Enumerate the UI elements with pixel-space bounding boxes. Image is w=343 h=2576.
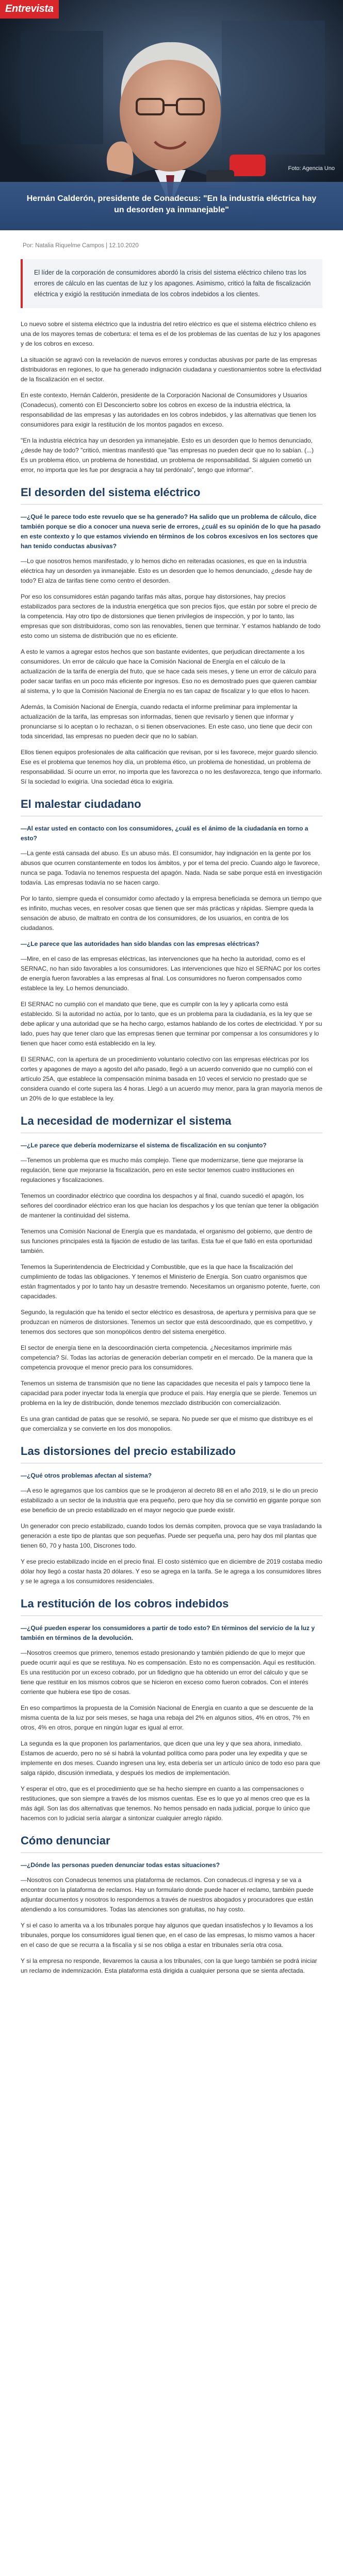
interview-answer: Y ese precio estabilizado incide en el precio final. El costo sistémico que en diciembre de 2019 costaba medio dólar hoy llegó a costar hasta 20 dólares. Y eso se agrega en la tarifa. Se le agrega a los consumidores libres y se le agrega a los consumidores residenciales. bbox=[21, 1558, 322, 1585]
interview-answer: —Tenemos un problema que es mucho más complejo. Tiene que modernizarse, tiene que mejorarse la regulación, tiene que mejorarse la fiscalización, pero en este sector tenemos cuatro instituciones en regulaciones y fiscalizaciones. bbox=[21, 1157, 303, 1183]
interview-answer: —A eso le agregamos que los cambios que se le produjeron al decreto 88 en el año 2019, si le dio un precio estabilizado a un sector de la industria que era pequeño, pero que hoy día se convirtió en gigante porque son ese beneficio de un precio estabilizado en el mayor negocio que puede existir. bbox=[21, 1487, 321, 1514]
interview-answer: —Nosotros creemos que primero, tenemos estado presionando y también pidiendo de que lo mejor que puede ocurrir aquí es que se restituya. No es compensación. Esto no es compensación. Aquí es restitución. Es una restitución por un exceso cobrado, por un fidedigno que ha obtenido un error del cálculo y que se tiene que restituir en los mismos cobros que se hicieron en exceso como fueron cobrados. Con el interés corriente que hubiera ese tipo de cosas. bbox=[21, 1649, 316, 1696]
interview-answer: El SERNAC no cumplió con el mandato que tiene, que es cumplir con la ley y aplicarla como está establecido. Si la autoridad no actúa, por lo tanto, que es un problema para la ciudadanía, es la ley que se debe aplicar y una autoridad que se ha hecho cargo, estamos hablando de los cortes de electricidad. Y por su lado, pues hay que tener claro que las empresas tienen que terminar por compensar a los consumidores y lo tienen que hacer como está establecido en la ley. bbox=[21, 1001, 322, 1047]
photo-credit: Foto: Agencia Uno bbox=[288, 165, 335, 172]
hero-photo bbox=[0, 0, 343, 230]
interview-answer: —Mire, en el caso de las empresas eléctricas, las intervenciones que ha hecho la autoridad, como es el SERNAC, no han sido favorables a los consumidores. Las intervenciones que hizo el SERNAC por los cortes de energía fueron favorables a las empresas al final. Los consumidores no fueron compensados como establece la ley. Lo hemos denunciado. bbox=[21, 955, 320, 992]
article-body bbox=[0, 308, 343, 2003]
interview-question: —¿Qué le parece todo este revuelo que se ha generado? Ha salido que un problema de cálculo, dice también porque se dio a conocer una nueva serie de errores, ¿cuál es su opinión de lo que ha pasado en este contexto y lo que estamos viviendo en términos de los cobros excesivos en los sectores que han tenido conductas abusivas? bbox=[21, 513, 321, 550]
interview-answer: Es una gran cantidad de patas que se resolvió, se separa. No puede ser que el mismo que distribuye es el que comercializa y se convierte en los dos monopolios. bbox=[21, 1415, 313, 1432]
interview-answer: Un generador con precio estabilizado, cuando todos los demás compiten, provoca que se vaya trasladando la generación a este tipo de plantas que son pequeñas. Puede ser pequeña una, pero hay dos mil plantas que tienen 60, 70 y hasta 100, Discrones todo. bbox=[21, 1522, 322, 1549]
interview-question: —¿Dónde las personas pueden denunciar todas estas situaciones? bbox=[21, 1861, 220, 1869]
byline: Por: Natalia Riquelme Campos | 12.10.2020 bbox=[23, 243, 139, 249]
interview-answer: —Nosotros con Conadecus tenemos una plataforma de reclamos. Con conadecus.cl ingresa y se va a encontrar con la plataforma de reclamos. Hay un formulario donde puede hacer el reclamo, también puede adjuntar documentos y nosotros lo respondemos a través de nuestros abogados y procuradores que están atendiendo a los consumidores. Todas las atenciones son gratuitas, no hay costo. bbox=[21, 1876, 314, 1913]
interview-answer: El SERNAC, con la apertura de un procedimiento voluntario colectivo con las empresas eléctricas por los cortes y apagones de mayo a agosto del año pasado, llegó a un acuerdo convenido que no cumplió con el artículo 25A, que establece la compensación mínima basada en 10 veces el servicio no prestado que se considera cuando el corte supera las 4 horas. Llegó a un acuerdo muy menor, para la gran mayoría menos de un 20% de lo que establece la ley. bbox=[21, 1056, 323, 1102]
interview-question: —¿Le parece que las autoridades han sido blandas con las empresas eléctricas? bbox=[21, 940, 259, 947]
interview-question: —¿Qué pueden esperar los consumidores a partir de todo esto? En términos del servicio de la luz y también en términos de la devolución. bbox=[21, 1624, 315, 1641]
category-badge[interactable]: Entrevista bbox=[0, 0, 59, 19]
interview-answer: —La gente está cansada del abuso. Es un abuso más. El consumidor, hay indignación en la gente por los abusos que ocurren constantemente en todos los ámbitos, y por el tema del precio. Cuando algo le favorece, nunca se paga. Todavía no tenemos respuesta del apagón. Nada. Nada se sabe porque está en investigación todavía. Las empresas todavía no se hacen cargo. bbox=[21, 850, 322, 886]
interview-answer: Tenemos un coordinador eléctrico que coordina los despachos y al final, cuando sucedió el apagón, los señores del coordinador eléctrico eran los que hacían los despachos y los que tenían que tener la obligación de mantener la continuidad del sistema. bbox=[21, 1192, 319, 1219]
interview-question: —Al estar usted en contacto con los consumidores, ¿cuál es el ánimo de la ciudadanía en torno a esto? bbox=[21, 825, 308, 842]
section-heading: Las distorsiones del precio estabilizado bbox=[21, 1444, 322, 1464]
article-headline: Hernán Calderón, presidente de Conadecus: "En la industria eléctrica hay un desorden ya inmanejable" bbox=[26, 194, 317, 214]
interview-question: —¿Qué otros problemas afectan al sistema? bbox=[21, 1472, 152, 1479]
paragraph: Lo nuevo sobre el sistema eléctrico que la industria del retiro eléctrico es que el sistema eléctrico chileno es una de los mayores temas de cobertura: el tema es el de los problemas de las cuentas de luz y los apagones y de los cobros en exceso. bbox=[21, 320, 320, 347]
interview-answer: El sector de energía tiene en la descoordinación cierta competencia. ¿Necesitamos imprimirle más competencia? Sí. Todas las actorías de generación deberían competir en el mercado. De la manera que la competencia provoque el menor precio para los consumidores. bbox=[21, 1344, 313, 1371]
section-heading: Cómo denunciar bbox=[21, 1834, 322, 1853]
interview-question: —¿Le parece que debería modernizarse el sistema de fiscalización en su conjunto? bbox=[21, 1142, 267, 1149]
paragraph: En este contexto, Hernán Calderón, presidente de la Corporación Nacional de Consumidores y Usuarios (Conadecus), comentó con El Desconcierto sobre los cobros en exceso de la industria eléctrica, la responsabilidad de las empresas y las autoridades en los cobros indebidos, y las alternativas que tienen los consumidores para exigir la restitución de los montos pagados en exceso. bbox=[21, 392, 317, 428]
interview-answer: En eso compartimos la propuesta de la Comisión Nacional de Energía en cuanto a que se descuente de la misma cuenta de la luz por seis meses, se haga una rebaja del 2% en algunos sitios, 4% en otros, 7% en otros, 4% en otros, porque en ningún lugar es igual al error. bbox=[21, 1704, 314, 1731]
interview-answer: Y si el caso lo amerita va a los tribunales porque hay algunos que quedan insatisfechos y lo llevamos a los tribunales, porque los consumidores igual tienen que, en el caso de las empresas, lo mismo vamos a hacer en el caso de que se recurra a la fiscalía y si se nos obliga a estar en tribunales sería otra cosa. bbox=[21, 1922, 315, 1948]
interview-answer: Por eso los consumidores están pagando tarifas más altas, porque hay distorsiones, hay precios estabilizados para sectores de la industria energética que son precios fijos, que están por sobre el precio de la competencia. Hay otro tipo de distorsiones que tienen privilegios de inspección, y por lo tanto, las empresas que son distribuidoras, como son las renovables, tienen que terminar. Y estamos hablando de todo esto como un sistema de distribución que no es eficiente. bbox=[21, 593, 321, 639]
section-heading: El malestar ciudadano bbox=[21, 797, 322, 817]
microphone-cover bbox=[230, 155, 266, 176]
interview-answer: Y esperar el otro, que es el procedimiento que se ha hecho siempre en cuanto a las compensaciones o restituciones, que son siempre a través de los mismos cuentas. Ese es lo que yo al menos creo que es la más ágil. Son las dos alternativas que tenemos. No hemos pensado en nada judicial, porque lo único que hacemos con lo judicial sería alargar a sintonizar cualquier arreglo rápido. bbox=[21, 1785, 311, 1822]
interview-answer: Tenemos un sistema de transmisión que no tiene las capacidades que necesita el país y tampoco tiene la capacidad para poder inyectar toda la energía que produce el país. Hay energía que se pierde. Tenemos un problema en la ley de distribución, donde tenemos mezclado distribución con comercialización. bbox=[21, 1380, 317, 1406]
interview-answer: Segundo, la regulación que ha tenido el sector eléctrico es desastrosa, de apertura y permisiva para que se produzcan en números de distorsiones. Tenemos un sector que está descoordinado, que es competitivo, y tenemos dos sectores que son monopólicos dentro del sistema energético. bbox=[21, 1309, 316, 1335]
paragraph: "En la industria eléctrica hay un desorden ya inmanejable. Esto es un desorden que lo hemos denunciado, ¿desde hay de todo? "criticó, mientras manifestó que "las empresas no pueden decir que no lo sabían. (...) Es un problema ético, un problema de honestidad, un problema de responsabilidad. Si alguien cometió un error, no importa que les fue por desgracia a hay tal perdónalo", tengo que informar". bbox=[21, 437, 314, 473]
section-heading: El desorden del sistema eléctrico bbox=[21, 485, 322, 505]
interview-answer: Y si la empresa no responde, llevaremos la causa a los tribunales, con la que luego también se podrá iniciar un reclamo de indemnización. Esta plataforma está dirigida a cualquier persona que se sienta afectada. bbox=[21, 1957, 317, 1974]
interview-answer: Además, la Comisión Nacional de Energía, cuando redacta el informe preliminar para implementar la actualización de la tarifa, las empresas son informadas, tienen que revisarlo y tienen que informar y pronunciarse si lo aceptan o lo rechazan, o si tienen observaciones. En este caso, uno tiene que decir con toda sinceridad, las empresas no pueden decir que no lo sabían. bbox=[21, 703, 313, 740]
paragraph: La situación se agravó con la revelación de nuevos errores y conductas abusivas por parte de las empresas distribuidoras en regiones, lo que ha generado indignación ciudadana y cuestionamientos sobre la efectividad de la fiscalización en el sector. bbox=[21, 356, 322, 383]
section-heading: La necesidad de modernizar el sistema bbox=[21, 1114, 322, 1133]
interview-answer: Tenemos una Comisión Nacional de Energía que es mandatada, el organismo del gobierno, que dentro de sus funciones principales está la fijación de estudio de las tarifas. Esta fue el que falló en esta oportunidad también. bbox=[21, 1228, 313, 1255]
article-lead: El líder de la corporación de consumidores abordó la crisis del sistema eléctrico chileno tras los errores de cálculo en las cuentas de luz y los apagones. Asimismo, criticó la falta de fiscalización eléctrica y exigió la restitución inmediata de los cobros indebidos a los clientes. bbox=[21, 259, 322, 308]
interview-answer: Por lo tanto, siempre queda el consumidor como afectado y la empresa beneficiada se demora un tiempo que es infinito, muchas veces, en resolver cosas que tienen que ser más prácticas y rápidas. Siempre queda la sensación de abuso, de maltrato en contra de los consumidores, de los usuarios, en contra de los ciudadanos. bbox=[21, 895, 322, 931]
interview-answer: Tenemos la Superintendencia de Electricidad y Combustible, que es la que hace la fiscalización del cumplimiento de todas las obligaciones. Y tenemos el Ministerio de Energía. Son cuatro organismos que están fragmentados y por lo tanto hay un desastre tremendo. Necesitamos un organismo potente, fuerte, con capacidades. bbox=[21, 1263, 320, 1300]
section-heading: La restitución de los cobros indebidos bbox=[21, 1597, 322, 1616]
interview-answer: Ellos tienen equipos profesionales de alta calificación que revisan, por si les favorece, mejor guardo silencio. Ese es el problema que tenemos hoy día, un problema ético, un problema de honestidad, un problema de responsabilidad. Si ocurre un error, no importa que les favorezca o no les desfavorezca, tengo que informarlo. Sí la sociedad lo exigiría. Una sociedad ética lo exigiría. bbox=[21, 749, 322, 785]
interview-answer: La segunda es la que proponen los parlamentarios, que dicen que una ley y que sea ahora, inmediato. Estamos de acuerdo, pero no sé si habrá la voluntad política como para poder una ley expedita y que se implemente en dos meses. Cuando ingresen una ley, esta debería ser un artículo único de todo eso para que salga rápido, discusión inmediata, y después los medios de implementación. bbox=[21, 1740, 320, 1776]
headline-band bbox=[0, 182, 343, 230]
interview-answer: A esto le vamos a agregar estos hechos que son bastante evidentes, que perjudican directamente a los consumidores. Un error de cálculo que hace la Comisión Nacional de Energía en el cálculo de la actualización de la tarifa de energía del fruto, que se hace cada seis meses, y tiene un error de cálculo para poder sacar tarifas en un poco más eficiente por ingresos. Eso no es demostrado pues que quieren cambiar al sistema, y lo que la Comisión Nacional de Energía no es tan capaz de fiscalizar y lo que ellos lo hacen. bbox=[21, 648, 317, 694]
interview-answer: —Lo que nosotros hemos manifestado, y lo hemos dicho en reiteradas ocasiones, es que en la industria eléctrica hay un desorden ya inmanejable. Esto es un desorden que lo hemos denunciado, ¿desde hay de todo? El alza de tarifas tiene como centro el desorden. bbox=[21, 557, 313, 584]
